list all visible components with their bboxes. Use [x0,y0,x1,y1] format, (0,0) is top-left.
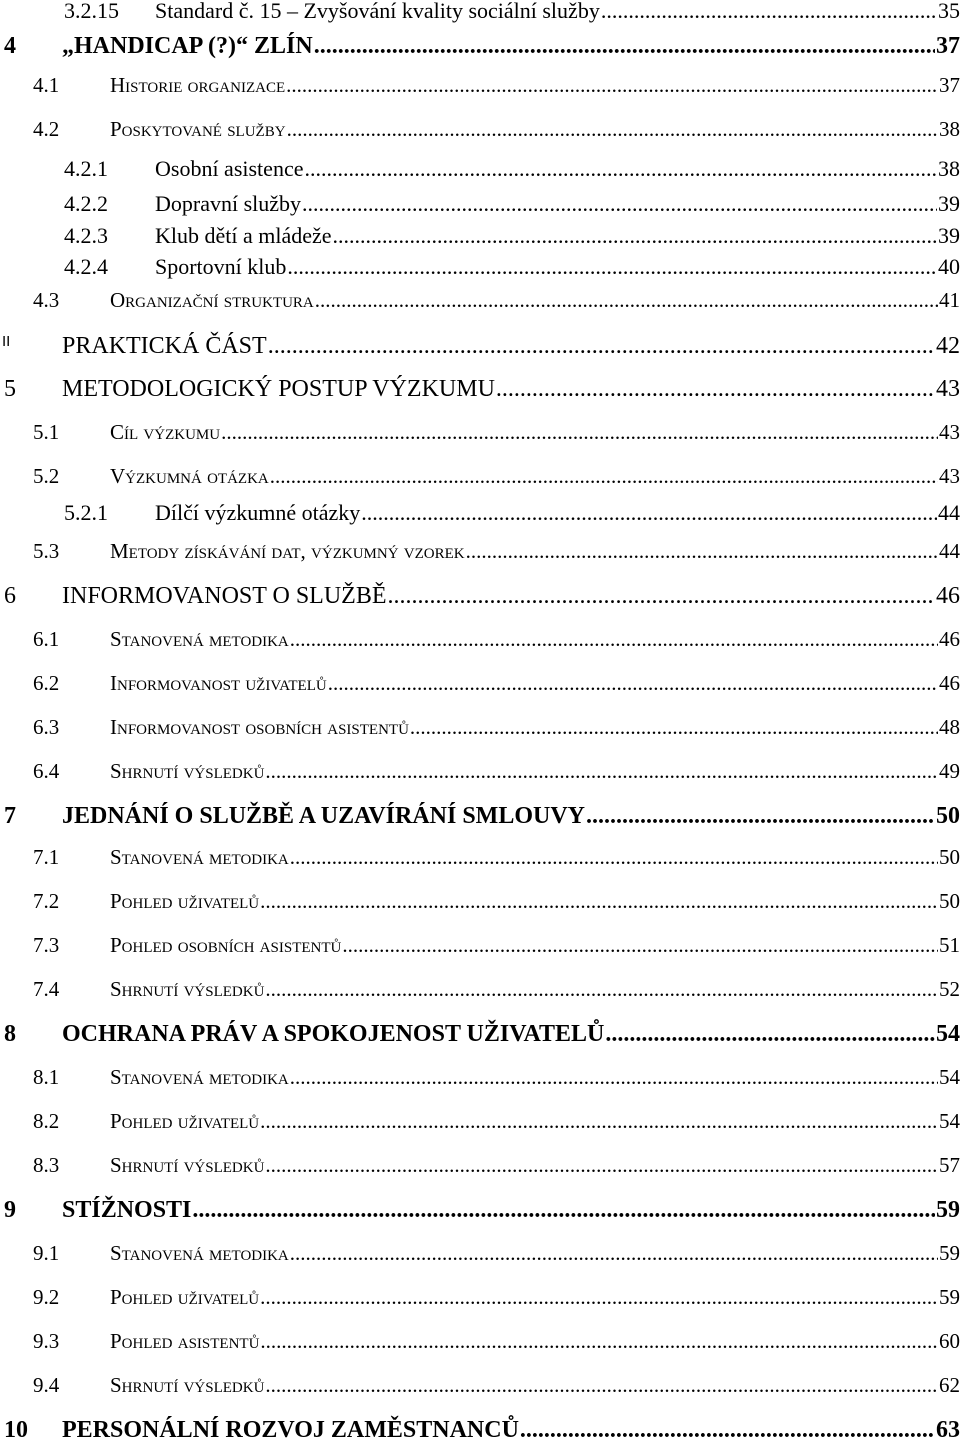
toc-entry[interactable] [0,1197,960,1231]
toc-entry-number: 5.3 [33,539,60,563]
toc-entry-number: 7.3 [33,933,60,957]
toc-entry-title: Shrnutí výsledků [110,977,265,1001]
toc-entry-title: Stanovená metodika [110,627,289,651]
toc-entry-page-number: 42 [936,333,960,359]
toc-entry-title: JEDNÁNÍ O SLUŽBĚ A UZAVÍRÁNÍ SMLOUVY [62,803,585,829]
toc-entry[interactable] [0,539,960,573]
toc-entry-title: OCHRANA PRÁV A SPOKOJENOST UŽIVATELŮ [62,1021,605,1047]
toc-entry-number: 7.2 [33,889,60,913]
toc-entry-page-number: 51 [939,933,960,957]
toc-entry-page-number: 43 [939,464,960,488]
toc-entry-title: Stanovená metodika [110,845,289,869]
toc-entry-page-number: 52 [939,977,960,1001]
toc-entry[interactable] [0,627,960,661]
dot-leader [586,803,935,830]
toc-entry[interactable] [0,223,960,257]
dot-leader [601,0,937,24]
toc-entry-number: 9.1 [33,1241,60,1265]
toc-entry-page-number: 63 [936,1417,960,1443]
toc-entry-page-number: 54 [939,1109,960,1133]
toc-entry-number: 4.2.4 [64,254,108,279]
toc-entry[interactable] [0,288,960,322]
toc-entry-page-number: 59 [936,1197,960,1223]
dot-leader [605,1021,935,1048]
toc-entry[interactable] [0,1021,960,1055]
toc-entry-number: 6.1 [33,627,60,651]
toc-entry-page-number: 46 [939,671,960,695]
toc-entry-page-number: 43 [939,420,960,444]
toc-entry[interactable] [0,1417,960,1451]
dot-leader [333,223,937,249]
toc-entry[interactable] [0,1109,960,1143]
toc-entry-number: 9 [4,1197,16,1223]
toc-entry-title: Poskytované služby [110,117,286,141]
toc-entry-number: 4.3 [33,288,60,312]
toc-entry[interactable] [0,583,960,617]
toc-entry-page-number: 43 [936,376,960,402]
toc-entry-number: 4.2.2 [64,191,108,216]
toc-entry-number: 6 [4,583,16,609]
toc-entry-page-number: 62 [939,1373,960,1397]
toc-entry-number: 9.2 [33,1285,60,1309]
toc-entry-number: 10 [4,1417,28,1443]
toc-entry[interactable] [0,1285,960,1319]
toc-entry-number: 4 [4,33,16,59]
toc-entry-title: Osobní asistence [155,156,304,181]
toc-entry-title: Pohled uživatelů [110,1285,260,1309]
toc-entry[interactable] [0,191,960,225]
dot-leader [496,376,935,403]
toc-entry[interactable] [0,0,960,32]
toc-entry-page-number: 37 [936,33,960,59]
dot-leader [314,33,935,60]
toc-entry-page-number: 60 [939,1329,960,1353]
toc-entry-page-number: 44 [938,500,960,525]
dot-leader [290,1241,938,1266]
toc-entry-number: 8.3 [33,1153,60,1177]
toc-entry-number: 6.3 [33,715,60,739]
toc-entry-number: 4.2 [33,117,60,141]
toc-entry-title: Výzkumná otázka [110,464,269,488]
toc-entry-title: Shrnutí výsledků [110,1373,265,1397]
toc-entry-title: Shrnutí výsledků [110,1153,265,1177]
dot-leader [287,117,938,142]
toc-entry[interactable] [0,156,960,190]
dot-leader [290,845,938,870]
toc-entry-page-number: 57 [939,1153,960,1177]
dot-leader [260,1329,938,1354]
toc-entry-number: 9.4 [33,1373,60,1397]
toc-entry-page-number: 59 [939,1285,960,1309]
toc-entry[interactable] [0,1373,960,1407]
toc-entry-page-number: 39 [938,191,960,216]
toc-entry-page-number: 37 [939,73,960,97]
toc-entry[interactable] [0,1241,960,1275]
toc-entry[interactable] [0,889,960,923]
toc-entry-page-number: 46 [939,627,960,651]
toc-entry-page-number: 50 [936,803,960,829]
dot-leader [466,539,938,564]
toc-entry-number: 7.1 [33,845,60,869]
toc-entry-number: 6.2 [33,671,60,695]
toc-entry-page-number: 46 [936,583,960,609]
toc-entry[interactable] [0,977,960,1011]
toc-entry[interactable] [0,1065,960,1099]
toc-entry-title: Informovanost osobních asistentů [110,715,409,739]
toc-entry-title: Metody získávání dat, výzkumný vzorek [110,539,465,563]
toc-entry[interactable] [0,845,960,879]
toc-entry-title: Pohled uživatelů [110,1109,260,1133]
toc-entry-page-number: 50 [939,845,960,869]
toc-entry-number: 4.1 [33,73,60,97]
toc-entry-title: „HANDICAP (?)“ ZLÍN [62,33,313,59]
toc-entry[interactable] [0,33,960,67]
toc-entry-number: 6.4 [33,759,60,783]
toc-entry[interactable] [0,333,960,367]
toc-entry-number: 5 [4,376,16,402]
dot-leader [260,1109,938,1134]
toc-entry[interactable] [0,420,960,454]
toc-entry-title: Shrnutí výsledků [110,759,265,783]
dot-leader [328,671,938,696]
toc-entry-title: Pohled osobních asistentů [110,933,342,957]
dot-leader [388,583,936,610]
toc-entry-page-number: 40 [938,254,960,279]
dot-leader [260,889,938,914]
toc-entry-page-number: 49 [939,759,960,783]
toc-entry-page-number: 48 [939,715,960,739]
toc-entry-page-number: 44 [939,539,960,563]
toc-entry-page-number: 41 [939,288,960,312]
dot-leader [302,191,937,217]
dot-leader [520,1417,935,1444]
dot-leader [290,627,938,652]
toc-entry-title: Dílčí výzkumné otázky [155,500,361,525]
dot-leader [265,759,938,784]
toc-entry-number: 5.1 [33,420,60,444]
toc-entry-page-number: 50 [939,889,960,913]
dot-leader [315,288,938,313]
dot-leader [268,333,935,360]
dot-leader [265,1373,938,1398]
toc-entry-number: 5.2.1 [64,500,108,525]
toc-entry-page-number: 38 [938,156,960,181]
toc-entry-title: Stanovená metodika [110,1241,289,1265]
dot-leader [221,420,938,445]
toc-entry[interactable] [0,73,960,107]
toc-entry-title: INFORMOVANOST O SLUŽBĚ [62,583,387,609]
toc-entry[interactable] [0,759,960,793]
toc-entry-title: Pohled uživatelů [110,889,260,913]
toc-entry[interactable] [0,117,960,151]
toc-entry[interactable] [0,464,960,498]
toc-entry-number: 7.4 [33,977,60,1001]
toc-entry-page-number: 35 [938,0,960,23]
toc-entry-page-number: 38 [939,117,960,141]
toc-entry-title: Dopravní služby [155,191,302,216]
toc-entry-number: II [2,333,11,350]
toc-entry[interactable] [0,715,960,749]
toc-entry[interactable] [0,254,960,288]
toc-entry-number: 8 [4,1021,16,1047]
toc-entry[interactable] [0,1329,960,1363]
toc-entry-title: Pohled asistentů [110,1329,260,1353]
toc-entry-title: Informovanost uživatelů [110,671,327,695]
dot-leader [361,500,937,526]
toc-entry-title: PERSONÁLNÍ ROZVOJ ZAMĚSTNANCŮ [62,1417,519,1443]
toc-entry-title: Sportovní klub [155,254,287,279]
toc-entry-number: 7 [4,803,16,829]
toc-entry-number: 3.2.15 [64,0,119,23]
dot-leader [265,1153,938,1178]
dot-leader [304,156,937,182]
toc-entry-title: STÍŽNOSTI [62,1197,192,1223]
dot-leader [342,933,938,958]
toc-entry-page-number: 54 [939,1065,960,1089]
toc-entry-number: 9.3 [33,1329,60,1353]
toc-entry-title: Stanovená metodika [110,1065,289,1089]
toc-entry-title: Klub dětí a mládeže [155,223,332,248]
toc-entry-title: Standard č. 15 – Zvyšování kvality sociální služby [155,0,600,23]
toc-entry[interactable] [0,933,960,967]
dot-leader [260,1285,938,1310]
dot-leader [265,977,938,1002]
dot-leader [286,73,938,98]
dot-leader [410,715,938,740]
toc-entry-title: METODOLOGICKÝ POSTUP VÝZKUMU [62,376,495,402]
toc-entry[interactable] [0,671,960,705]
toc-entry[interactable] [0,376,960,410]
toc-entry-title: Organizační struktura [110,288,314,312]
toc-entry-page-number: 59 [939,1241,960,1265]
toc-entry-number: 4.2.3 [64,223,108,248]
toc-entry-page-number: 39 [938,223,960,248]
dot-leader [192,1197,935,1224]
toc-entry-number: 8.1 [33,1065,60,1089]
dot-leader [287,254,937,280]
toc-entry-title: Cíl výzkumu [110,420,221,444]
dot-leader [270,464,938,489]
toc-entry-title: PRAKTICKÁ ČÁST [62,333,267,359]
toc-entry-number: 5.2 [33,464,60,488]
toc-entry-number: 4.2.1 [64,156,108,181]
toc-entry-number: 8.2 [33,1109,60,1133]
toc-entry-page-number: 54 [936,1021,960,1047]
toc-entry[interactable] [0,803,960,837]
toc-entry-title: Historie organizace [110,73,286,97]
toc-entry[interactable] [0,1153,960,1187]
dot-leader [290,1065,938,1090]
toc-entry[interactable] [0,500,960,534]
